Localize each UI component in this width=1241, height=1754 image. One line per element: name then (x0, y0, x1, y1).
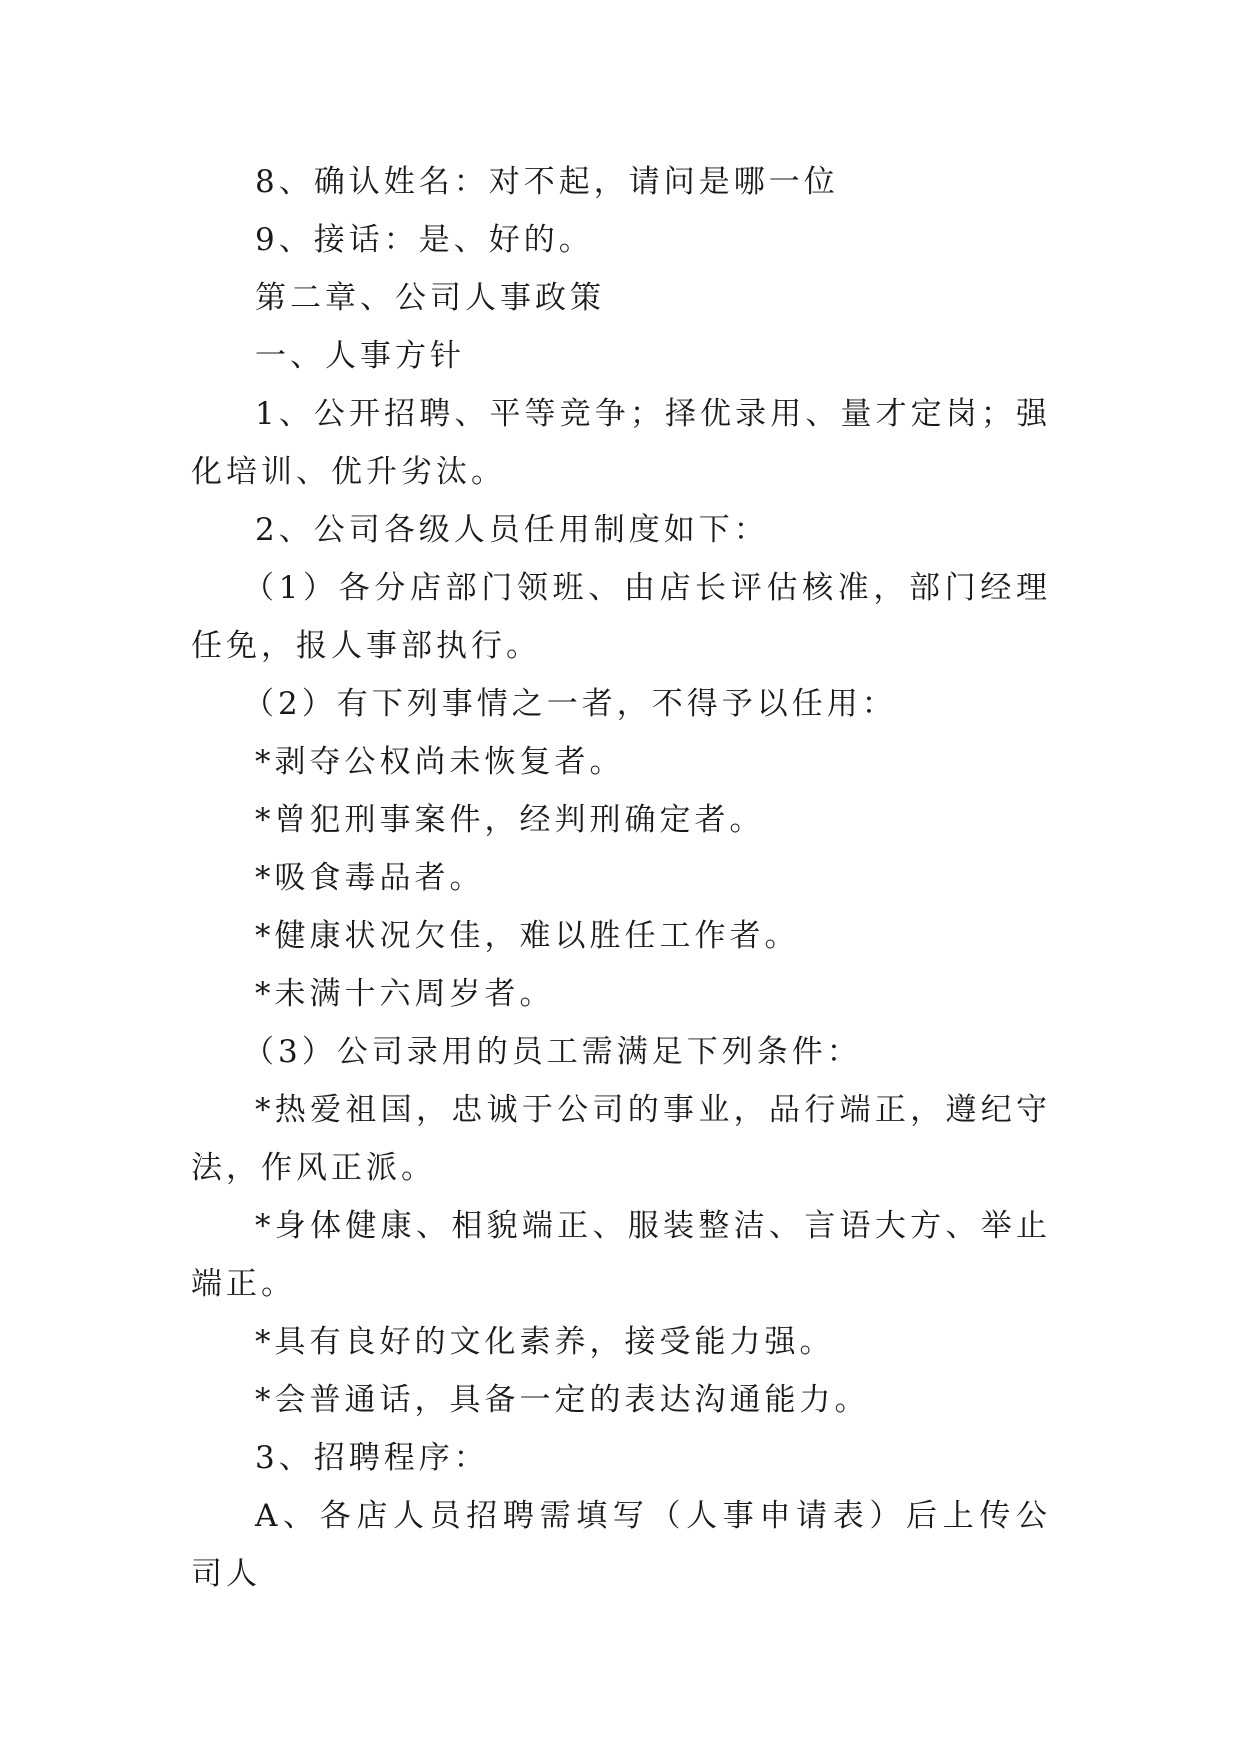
bullet-item: *未满十六周岁者。 (255, 976, 555, 1012)
bullet-item: *吸食毒品者。 (255, 860, 485, 896)
document-body (191, 153, 1051, 1603)
bullet-item: *会普通话，具备一定的表达沟通能力。 (255, 1382, 870, 1418)
paragraph-answer-call: 9、接话：是、好的。 (255, 222, 594, 258)
bullet-item: *具有良好的文化素养，接受能力强。 (255, 1324, 835, 1360)
paragraph-item-1: （1）各分店部门领班、由店长评估核准，部门经理任免，报人事部执行。 (191, 570, 1051, 664)
paragraph-recruit-a: A、各店人员招聘需填写（人事申请表）后上传公司人 (191, 1498, 1051, 1592)
bullet-item: *热爱祖国，忠诚于公司的事业，品行端正，遵纪守法，作风正派。 (191, 1092, 1051, 1186)
section-heading: 一、人事方针 (255, 338, 465, 374)
paragraph-confirm-name: 8、确认姓名：对不起，请问是哪一位 (255, 164, 839, 200)
paragraph-policy-2: 2、公司各级人员任用制度如下： (255, 512, 769, 548)
bullet-item: *身体健康、相貌端正、服装整洁、言语大方、举止端正。 (191, 1208, 1051, 1302)
paragraph-item-3: （3）公司录用的员工需满足下列条件： (243, 1034, 862, 1070)
bullet-item: *曾犯刑事案件，经判刑确定者。 (255, 802, 765, 838)
chapter-heading: 第二章、公司人事政策 (255, 280, 605, 316)
bullet-item: *剥夺公权尚未恢复者。 (255, 744, 625, 780)
paragraph-policy-1: 1、公开招聘、平等竞争；择优录用、量才定岗；强化培训、优升劣汰。 (191, 396, 1051, 490)
paragraph-policy-3: 3、招聘程序： (255, 1440, 489, 1476)
bullet-item: *健康状况欠佳，难以胜任工作者。 (255, 918, 800, 954)
paragraph-item-2: （2）有下列事情之一者，不得予以任用： (243, 686, 897, 722)
